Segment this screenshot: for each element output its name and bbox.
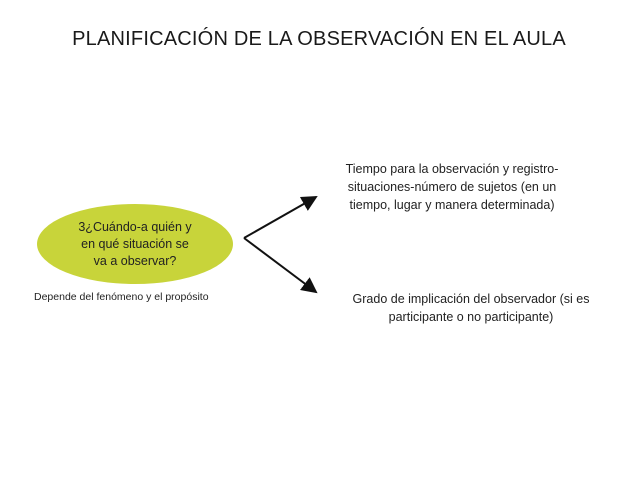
arrow-down <box>244 238 316 292</box>
note-text: Depende del fenómeno y el propósito <box>34 291 209 303</box>
arrow-up <box>244 197 316 238</box>
branch-bottom-text: Grado de implicación del observador (si es participante o no participante) <box>352 292 590 324</box>
branch-top-text: Tiempo para la observación y registro- situaciones-número de sujetos (en un tiempo, lugar y manera determinada) <box>345 162 559 212</box>
question-text: 3¿Cuándo-a quién y en qué situación se va a observar? <box>78 219 192 268</box>
slide-title: PLANIFICACIÓN DE LA OBSERVACIÓN EN EL AULA <box>72 28 566 50</box>
question-ellipse <box>37 204 233 284</box>
